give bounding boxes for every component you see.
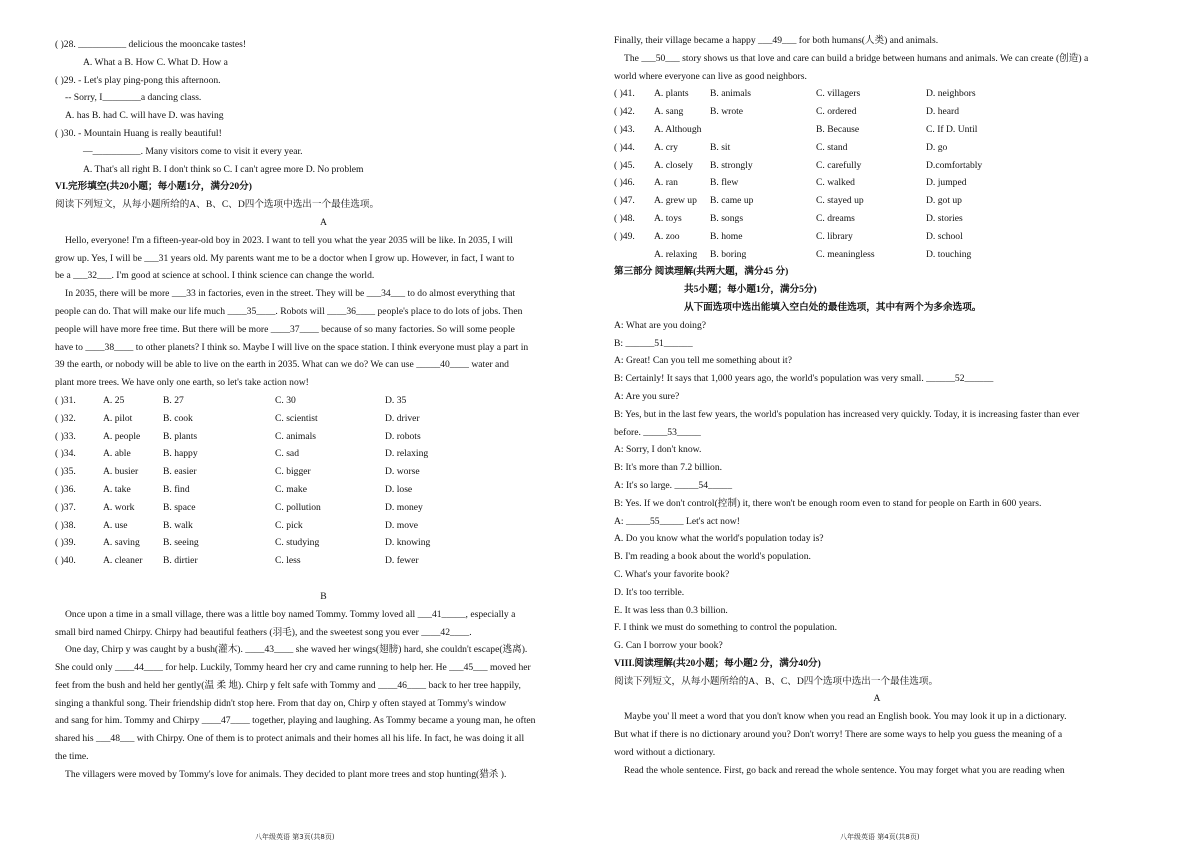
cloze-b-options [614, 85, 1140, 263]
passage-line: She could only ____44____ for help. Luckily, Tommy heard her cry and came running to help her. He ___45___ moved her [55, 662, 531, 674]
passage-line: Finally, their village became a happy ___49___ for both humans(人类) and animals. [614, 35, 939, 46]
dialog-line: B: ______51______ [614, 337, 693, 349]
passage-line: Hello, everyone! I'm a fifteen-year-old boy in 2023. I want to tell you what the year 2035 will be like. In 2035, I will [65, 234, 513, 246]
part-3-subtitle: 共5小题；每小题1分，满分5分) [684, 284, 817, 296]
question-30: ( )30. - Mountain Huang is really beautiful! [55, 127, 222, 139]
passage-line: and sang for him. Tommy and Chirpy ____47____ together, playing and laughing. As Tommy became a young man, he often [55, 715, 536, 727]
cloze-row: ( )38. A. use B. walk C. pick D. move [55, 519, 419, 531]
choice-line: C. What's your favorite book? [614, 568, 730, 580]
passage-line: Read the whole sentence. First, go back and reread the whole sentence. You may forget what you are reading when [624, 764, 1065, 776]
part-3-title: 第三部分 阅读理解(共两大题，满分45 分) [614, 266, 789, 278]
dialog-line: A: Are you sure? [614, 390, 680, 402]
cloze-row: ( )35. A. busier B. easier C. bigger D. worse [55, 466, 420, 478]
question-30-reply: —__________. Many visitors come to visit it every year. [83, 145, 303, 157]
section-vi-instructions: 阅读下列短文，从每小题所给的A、B、C、D四个选项中选出一个最佳选项。 [55, 199, 380, 211]
cloze-row: ( )43. A. Although B. Because C. If D. Until [614, 123, 978, 135]
cloze-row: ( )36. A. take B. find C. make D. lose [55, 483, 413, 495]
dialog-line: A: Sorry, I don't know. [614, 444, 702, 456]
options-30: A. That's all right B. I don't think so C. I can't agree more D. No problem [83, 163, 364, 175]
choice-line: A. Do you know what the world's population today is? [614, 533, 824, 545]
section-viii-title: VIII.阅读理解(共20小题；每小题2 分，满分40分) [614, 657, 821, 669]
passage-line: shared his ___48___ with Chirpy. One of them is to protect animals and their homes all his life. In fact, he was doing it all [55, 733, 525, 745]
dialog-line: B: Yes. If we don't control(控制) it, there won't be enough room even to stand for people on Earth in 600 years. [614, 497, 1042, 509]
passage-line: 39 the earth, or nobody will be able to live on the earth in 2035. What can we do? We can use _____40____ water and [55, 359, 509, 371]
cloze-row: ( )40. A. cleaner B. dirtier C. less D. fewer [55, 555, 419, 567]
question-29-reply: -- Sorry, I________a dancing class. [65, 92, 202, 104]
passage-line: plant more trees. We have only one earth, so let's take action now! [55, 377, 309, 389]
dialog-line: A: It's so large. _____54_____ [614, 479, 733, 491]
dialog-line: B: Yes, but in the last few years, the world's population has increased very quickly. Today, it is increasing faster than ever [614, 408, 1080, 420]
section-vi-title: VI.完形填空(共20小题；每小题1分，满分20分) [55, 181, 252, 193]
passage-line: the time. [55, 751, 89, 763]
dialog-line: B: It's more than 7.2 billion. [614, 462, 723, 474]
exam-page-4 [600, 0, 1200, 848]
passage-line: Maybe you' ll meet a word that you don't know when you read an English book. You may look it up in a dictionary. [624, 711, 1067, 723]
page-footer: 八年级英语 第3页(共8页) [255, 833, 335, 841]
cloze-row: ( )39. A. saving B. seeing C. studying D. knowing [55, 537, 431, 549]
part-3-instructions: 从下面选项中选出能填入空白处的最佳选项，其中有两个为多余选项。 [684, 301, 982, 313]
passage-line: small bird named Chirpy. Chirpy had beautiful feathers (羽毛), and the sweetest song you ever ____42____. [55, 626, 472, 638]
passage-line: feet from the bush and held her gently(温 柔 地). Chirp y felt safe with Tommy and ____46____ back to her tree happily, [55, 679, 521, 691]
dialog-line: A: What are you doing? [614, 319, 707, 331]
question-28: ( )28. __________ delicious the mooncake tastes! [55, 39, 247, 50]
cloze-row: ( )31. A. 25 B. 27 C. 30 D. 35 [55, 394, 407, 406]
dialog-line: B: Certainly! It says that 1,000 years ago, the world's population was very small. ______52______ [614, 373, 994, 385]
passage-line: world where everyone can live as good neighbors. [614, 70, 807, 82]
cloze-row: ( )32. A. pilot B. cook C. scientist D. driver [55, 412, 420, 424]
cloze-a-options [55, 392, 592, 570]
cloze-row: ( )33. A. people B. plants C. animals D. robots [55, 430, 421, 442]
cloze-row: A. relaxing B. boring C. meaningless D. touching [654, 248, 972, 260]
cloze-row: ( )49. A. zoo B. home C. library D. school [614, 230, 963, 242]
dialog-line: A: _____55_____ Let's act now! [614, 515, 740, 527]
choice-line: G. Can I borrow your book? [614, 640, 723, 652]
passage-line: Once upon a time in a small village, there was a little boy named Tommy. Tommy loved all ___41_____, especially a [65, 608, 516, 620]
page-footer: 八年级英语 第4页(共8页) [840, 833, 920, 841]
passage-line: The ___50___ story shows us that love and care can build a bridge between humans and animals. We can create (创造) a [624, 52, 1089, 64]
dialog-line: A: Great! Can you tell me something about it? [614, 355, 792, 367]
dialog-line: before. _____53_____ [614, 426, 701, 438]
reading-a-label: A [873, 693, 881, 705]
passage-b-label: B [320, 590, 327, 602]
cloze-row: ( )34. A. able B. happy C. sad D. relaxing [55, 448, 429, 460]
passage-line: be a ___32___. I'm good at science at school. I think science can change the world. [55, 270, 375, 282]
choice-line: B. I'm reading a book about the world's population. [614, 551, 811, 563]
cloze-row: ( )37. A. work B. space C. pollution D. money [55, 501, 423, 513]
question-29: ( )29. - Let's play ping-pong this afternoon. [55, 74, 221, 86]
passage-line: But what if there is no dictionary around you? Don't worry! There are some ways to help you guess the meaning of a [614, 729, 1063, 741]
cloze-row: ( )41. A. plants B. animals C. villagers D. neighbors [614, 88, 976, 100]
cloze-row: ( )42. A. sang B. wrote C. ordered D. heard [614, 106, 960, 118]
passage-line: have to ____38____ to other planets? I think so. Maybe I will live on the space station. I think everyone must play a part in [55, 341, 529, 353]
passage-line: people will have more free time. But there will be more ____37____ because of so many factories. So will some people [55, 323, 515, 335]
passage-a-label: A [320, 216, 327, 228]
passage-line: singing a thankful song. Their friendship didn't stop here. From that day on, Chirp y often stayed at Tommy's window [55, 697, 507, 709]
options-29: A. has B. had C. will have D. was having [65, 110, 224, 122]
cloze-row: ( )46. A. ran B. flew C. walked D. jumped [614, 177, 967, 189]
cloze-row: ( )44. A. cry B. sit C. stand D. go [614, 141, 948, 153]
passage-line: grow up. Yes, I will be ___31 years old. My parents want me to be a doctor when I grow up. However, in fact, I want to [55, 252, 515, 264]
choice-line: E. It was less than 0.3 billion. [614, 604, 728, 616]
passage-line: One day, Chirp y was caught by a bush(灌木). ____43____ she waved her wings(翅膀) hard, she couldn't escape(逃离). [65, 644, 528, 656]
cloze-row: ( )47. A. grew up B. came up C. stayed up D. got up [614, 195, 962, 207]
cloze-row: ( )45. A. closely B. strongly C. carefully D.comfortably [614, 159, 983, 171]
passage-line: word without a dictionary. [614, 746, 716, 758]
choice-line: D. It's too terrible. [614, 586, 685, 598]
passage-line: In 2035, there will be more ___33 in factories, even in the street. They will be ___34___ to do almost everything that [65, 288, 516, 300]
options-28: A. What a B. How C. What D. How a [83, 56, 228, 68]
section-viii-instructions: 阅读下列短文，从每小题所给的A、B、C、D四个选项中选出一个最佳选项。 [614, 675, 939, 687]
passage-line: people can do. That will make our life much ____35____. Robots will ____36____ people's place to do lots of jobs. Then [55, 305, 523, 317]
cloze-row: ( )48. A. toys B. songs C. dreams D. stories [614, 212, 963, 224]
choice-line: F. I think we must do something to control the population. [614, 622, 838, 634]
passage-line: The villagers were moved by Tommy's love for animals. They decided to plant more trees and stop hunting(猎杀 ). [65, 768, 507, 780]
